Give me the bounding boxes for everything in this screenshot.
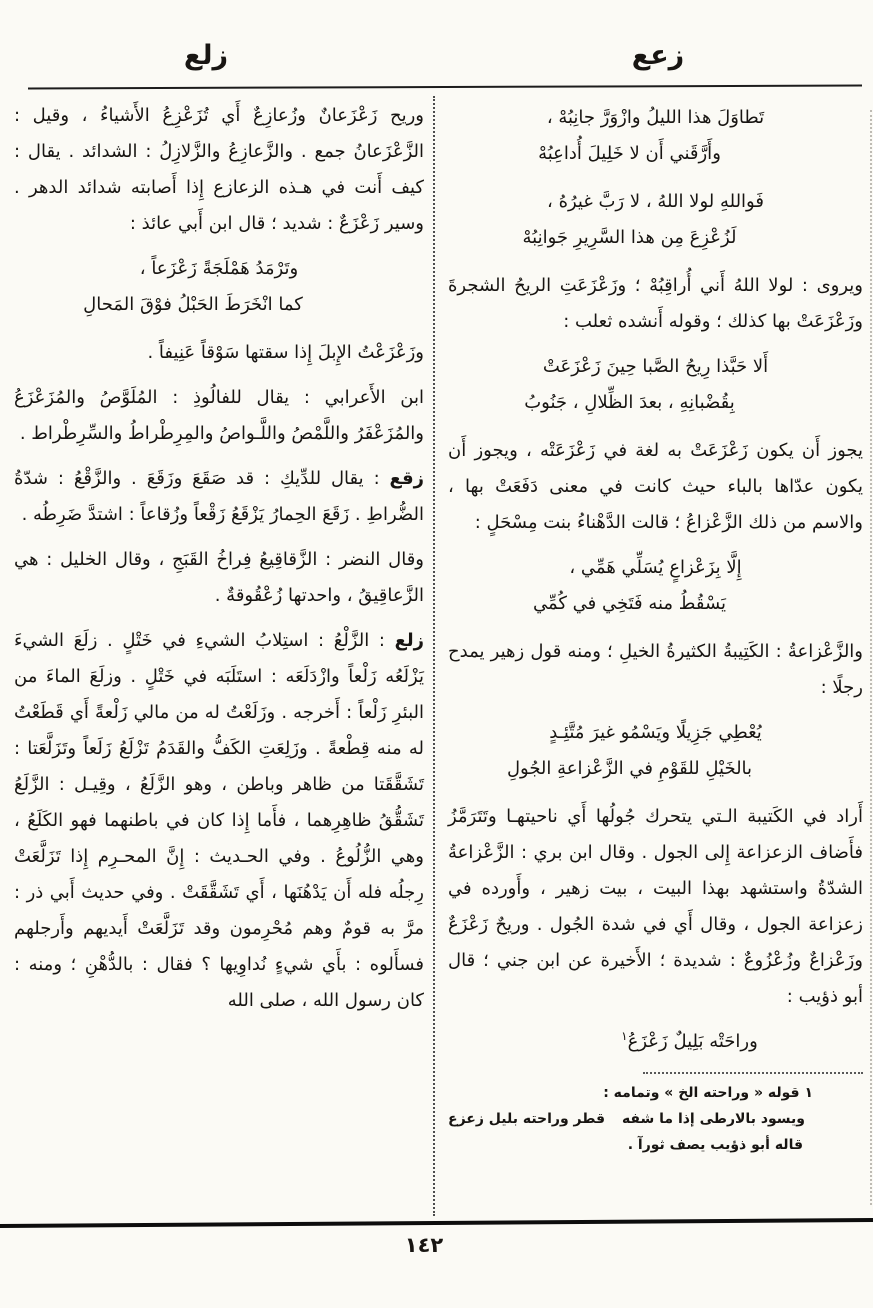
verse <box>14 251 424 323</box>
entry-paragraph <box>14 461 424 533</box>
verse <box>448 184 863 256</box>
verse-line <box>482 1024 873 1060</box>
verse-line: يُعْطِي جَزِيلًا ويَسْمُو غيرَ مُتَّئِـدٍ <box>549 722 762 743</box>
verse <box>448 715 863 787</box>
paragraph: والزَّعْزاعةُ : الكَتِيبةُ الكثيرةُ الخيلِ ؛ ومنه قول زهير يمدح رجلًا : <box>448 641 863 698</box>
verse-line: وأَرَّقَني أَن لا خَلِيلَ أُداعِبُهْ <box>538 143 721 164</box>
paragraph: وريح زَعْزَعانٌ وزُعازِعٌ أَي تُزَعْزِعُ الأَشياءُ ، وقيل : الزَّعْزَعانُ جمع . والزَّعازِعُ والزَّلازِلُ : الشدائد . يقال : كيف أَنت في هـذه الزعازع إِذا أَصابته شدائد الدهر . وسير زَعْزَعٌ : شديد ؛ قال ابن أَبي عائذ : <box>14 105 424 234</box>
verse-line: كما انْخَرَطَ الحَبْلُ فوْقَ المَحالِ <box>83 294 303 315</box>
footnote-line: قاله أبو ذؤيب يصف ثورآ . <box>627 1137 803 1153</box>
bottom-rule <box>0 1218 873 1228</box>
verse-line: وتَرْمَدُ هَمْلَجَةً زَعْزَعاً ، <box>139 258 299 279</box>
verse-text: وراحَتْه بَلِيلٌ زَعْزَعُ <box>627 1031 758 1052</box>
footnote-marker: ١ <box>621 1029 628 1043</box>
entry-body: : يقال للدِّيكِ : قد صَقَعَ وزَقَعَ . والزَّقْعُ : شدّةُ الضُّراطِ . زَقَعَ الحِمارُ يَزْقَعُ زَقْعاً وزُقاعاً : اشتدَّ ضَرِطُه . <box>14 468 424 525</box>
verse <box>448 100 863 172</box>
right-column <box>448 98 863 1158</box>
verse <box>448 1024 863 1060</box>
verse <box>448 349 863 421</box>
column-divider <box>433 96 435 1216</box>
verse-line: يَسْقُطُ منه فَتَخِي في كُمِّي <box>532 593 727 614</box>
verse-line: لَزُعْزِعَ مِن هذا السَّرِيرِ جَوانِبُهْ <box>522 227 737 248</box>
verse-line: تَطاوَلَ هذا الليلُ وازْوَرَّ جانِبُهْ ، <box>546 107 765 128</box>
footnote-separator <box>643 1072 863 1074</box>
paragraph: ابن الأَعرابي : يقال للفالُوذِ : المُلَوَّصُ والمُزَعْزَعُ والمُزَعْفَرُ واللَّمْصُ واللَّـواصُ والمِرِطْراطُ والسِّرِطْراط . <box>14 387 424 444</box>
footnote-hemistich-left: قطر وراحته بليل زعزع <box>448 1111 606 1127</box>
entry-headword-zaqa: زقع <box>389 468 424 489</box>
left-column <box>14 98 424 1028</box>
verse-line: فَواللهِ لولا اللهُ ، لا رَبَّ غيرُهُ ، <box>547 191 764 212</box>
page-number: ١٤٢ <box>404 1233 444 1257</box>
running-head-left: زلع <box>183 40 229 71</box>
verse-line: بِقُضْبانِهِ ، بعدَ الظِّلالِ ، جَنُوبُ <box>524 392 735 413</box>
verse-line: بالخَيْلِ للقَوْمِ في الزَّعْزاعةِ الجُولِ <box>506 758 753 779</box>
paragraph: يجوز أَن يكون زَعْزَعَتْ به لغة في زَعْزَعَتْه ، ويجوز أَن يكون عدّاها بالباء حيث كانت في معنى دَفَعَتْ بها ، والاسم من ذلك الزَّعْزاعُ ؛ قالت الدَّهْناءُ بنت مِسْحَلٍ : <box>448 440 863 533</box>
entry-body: : الزَّلْعُ : استِلابُ الشيءِ في خَتْلٍ . زلَعَ الشيءَ يَزْلَعُه زَلْعاً وازْدَلَعَه : استَلَبَه في خَتْلٍ . وزلَعَ الماءَ من البئرِ زَلْعاً : أَخرجه . وزَلَعْتُ له من مالي زَلْعةً أَي قَطَعْتُ له منه قِطْعةً . وزَلِعَتِ الكَفُّ والقَدَمُ تَزْلَعُ زَلَعاً وتَزَلَّعَتا : تَشَقَّقَتا من ظاهر وباطن ، وهو الزَّلَعُ ، وقِيـل : الزَّلَعُ تَشَقُّقُ ظاهِرِهما ، فأَما إِذا كان في باطنهما فهو الكَلَعُ ، وهي الزُّلُوعُ . وفي الحـديث : إِنَّ المحـرِم إِذا تَزَلَّعَتْ رِجلُه فله أَن يَدْهُنَها ، أَي تَشَقَّقَتْ . وفي حديث أَبي ذر : مرَّ به قومٌ وهم مُحْرِمون وقد تَزَلَّعَتْ أَيديهم وأَرجلهم فسأَلوه : بأَي شيءٍ نُداوِيها ؟ فقال : بالدُّهْنِ ؛ ومنه : كان رسول الله ، صلى الله <box>14 630 424 1011</box>
running-head-right: زعع <box>631 40 685 71</box>
header-rule <box>28 85 862 90</box>
paragraph: وقال النضر : الزَّقاقِيعُ فِراخُ القَبَجِ ، وقال الخليل : هي الزَّعاقِيقُ ، واحدتها زُعْقُوقةٌ . <box>14 549 424 606</box>
footnote-hemistich-right: ويسود بالارطى إذا ما شفه <box>621 1111 805 1127</box>
entry-headword-zalaa: زلع <box>394 630 424 651</box>
paragraph: ويروى : لولا اللهُ أَني أُراقِبُهْ ؛ وزَعْزَعَتِ الريحُ الشجرةَ وزَعْزَعَتْ بها كذلك ؛ وقوله أَنشده ثعلب : <box>448 275 863 332</box>
paragraph: أَراد في الكَتيبة الـتي يتحرك جُولُها أَي ناحيتهـا وتَتَرَمَّزُ فأَضاف الزعزاعة إِلى الجول . وقال ابن بري : الزَّعْزاعةُ الشدّةُ واستشهد بهذا البيت ، بيت زهير ، وأَورده في زعزاعة الجول ، وقال أَي في شدة الجُول . وريحٌ زَعْزَعٌ وزَعْزاعٌ وزُعْزُوعٌ : شديدة ؛ الأَخيرة عن ابن جني ؛ قال أبو ذؤيب : <box>448 806 863 1007</box>
verse-line: إِلَّا بِزَعْزاعٍ يُسَلِّي هَمِّي ، <box>569 557 742 578</box>
footnote <box>448 1080 863 1158</box>
footnote-line: ١ قوله « وراحته الخ » وتمامه : <box>603 1085 813 1101</box>
verse-line: أَلا حَبَّذا رِيحُ الصَّبا حِينَ زَعْزَعَتْ <box>542 356 769 377</box>
verse <box>448 550 863 622</box>
paragraph: وزَعْزَعْتُ الإِبلَ إِذا سقتها سَوْقاً عَنِيفاً . <box>147 342 424 363</box>
entry-paragraph <box>14 623 424 1019</box>
footnote-verse <box>448 1106 863 1132</box>
